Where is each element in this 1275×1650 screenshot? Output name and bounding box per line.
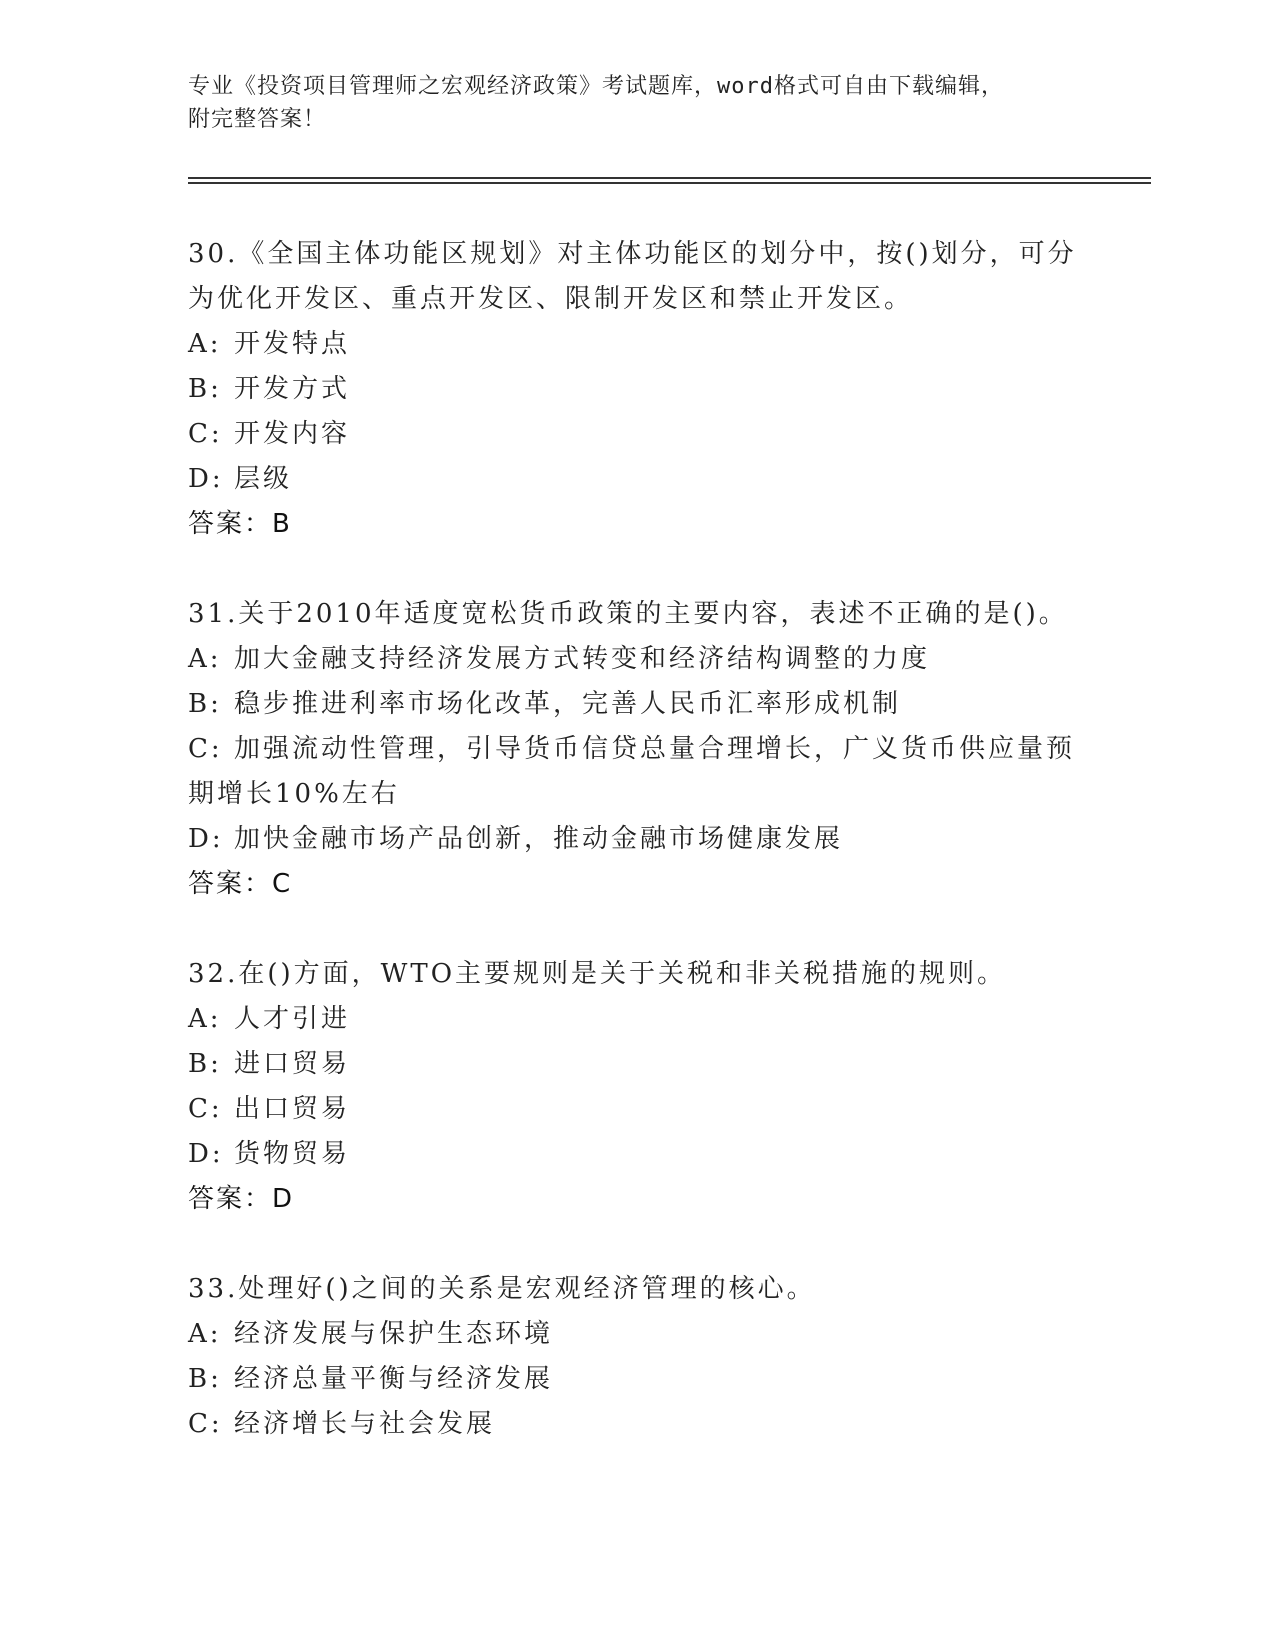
header-divider-bottom xyxy=(188,182,1151,184)
option-letter: A: xyxy=(188,644,222,674)
option-b xyxy=(188,367,1088,412)
option-letter: A: xyxy=(188,1004,222,1034)
option-b xyxy=(188,1357,1088,1402)
option-letter: C: xyxy=(188,1094,223,1124)
answer-line: 答案：B xyxy=(188,509,292,539)
question-32 xyxy=(188,952,1088,1222)
option-text: 进口贸易 xyxy=(234,1049,351,1079)
option-letter: D: xyxy=(188,464,224,494)
option-letter: C: xyxy=(188,1409,223,1439)
option-text: 出口贸易 xyxy=(234,1094,351,1124)
question-31 xyxy=(188,592,1088,907)
option-letter: B: xyxy=(188,1364,222,1394)
question-list xyxy=(188,232,1088,1492)
option-letter: A: xyxy=(188,329,222,359)
option-letter: B: xyxy=(188,1049,222,1079)
option-text: 开发方式 xyxy=(234,374,351,404)
option-c xyxy=(188,412,1088,457)
option-letter: C: xyxy=(188,734,223,764)
option-c xyxy=(188,727,1088,772)
header-divider-top xyxy=(188,177,1151,179)
option-a xyxy=(188,637,1088,682)
option-a xyxy=(188,322,1088,367)
question-stem-line: 33.处理好()之间的关系是宏观经济管理的核心。 xyxy=(188,1274,816,1304)
question-stem-line: 31.关于2010年适度宽松货币政策的主要内容，表述不正确的是()。 xyxy=(188,599,1068,629)
option-letter: A: xyxy=(188,1319,222,1349)
option-text: 开发特点 xyxy=(234,329,351,359)
option-c xyxy=(188,1087,1088,1132)
option-text: 开发内容 xyxy=(234,419,351,449)
option-letter: B: xyxy=(188,689,222,719)
question-stem-line: 32.在()方面，WTO主要规则是关于关税和非关税措施的规则。 xyxy=(188,959,1007,989)
question-stem-line: 30.《全国主体功能区规划》对主体功能区的划分中，按()划分，可分 xyxy=(188,239,1077,269)
option-a xyxy=(188,997,1088,1042)
option-b xyxy=(188,1042,1088,1087)
option-letter: C: xyxy=(188,419,223,449)
option-text: 货物贸易 xyxy=(234,1139,351,1169)
option-text: 经济发展与保护生态环境 xyxy=(234,1319,554,1349)
option-a xyxy=(188,1312,1088,1357)
document-header xyxy=(188,70,1088,136)
option-c-continuation: 期增长10%左右 xyxy=(188,779,400,809)
option-d xyxy=(188,817,1088,862)
option-b xyxy=(188,682,1088,727)
answer-line: 答案：C xyxy=(188,869,293,899)
option-text: 经济总量平衡与经济发展 xyxy=(234,1364,554,1394)
header-line-1: 专业《投资项目管理师之宏观经济政策》考试题库，word格式可自由下载编辑， xyxy=(188,74,1004,99)
option-text: 人才引进 xyxy=(234,1004,351,1034)
question-30 xyxy=(188,232,1088,547)
question-stem-line: 为优化开发区、重点开发区、限制开发区和禁止开发区。 xyxy=(188,284,914,314)
option-letter: B: xyxy=(188,374,222,404)
question-33 xyxy=(188,1267,1088,1447)
option-d xyxy=(188,457,1088,502)
header-line-2: 附完整答案！ xyxy=(188,107,327,132)
option-text: 经济增长与社会发展 xyxy=(234,1409,496,1439)
option-letter: D: xyxy=(188,824,224,854)
option-letter: D: xyxy=(188,1139,224,1169)
option-d xyxy=(188,1132,1088,1177)
option-text: 加大金融支持经济发展方式转变和经济结构调整的力度 xyxy=(234,644,931,674)
option-text: 加强流动性管理，引导货币信贷总量合理增长，广义货币供应量预 xyxy=(234,734,1076,764)
option-c xyxy=(188,1402,1088,1447)
option-text: 层级 xyxy=(234,464,293,494)
option-text: 稳步推进利率市场化改革，完善人民币汇率形成机制 xyxy=(234,689,902,719)
answer-line: 答案：D xyxy=(188,1184,295,1214)
option-text: 加快金融市场产品创新，推动金融市场健康发展 xyxy=(234,824,844,854)
